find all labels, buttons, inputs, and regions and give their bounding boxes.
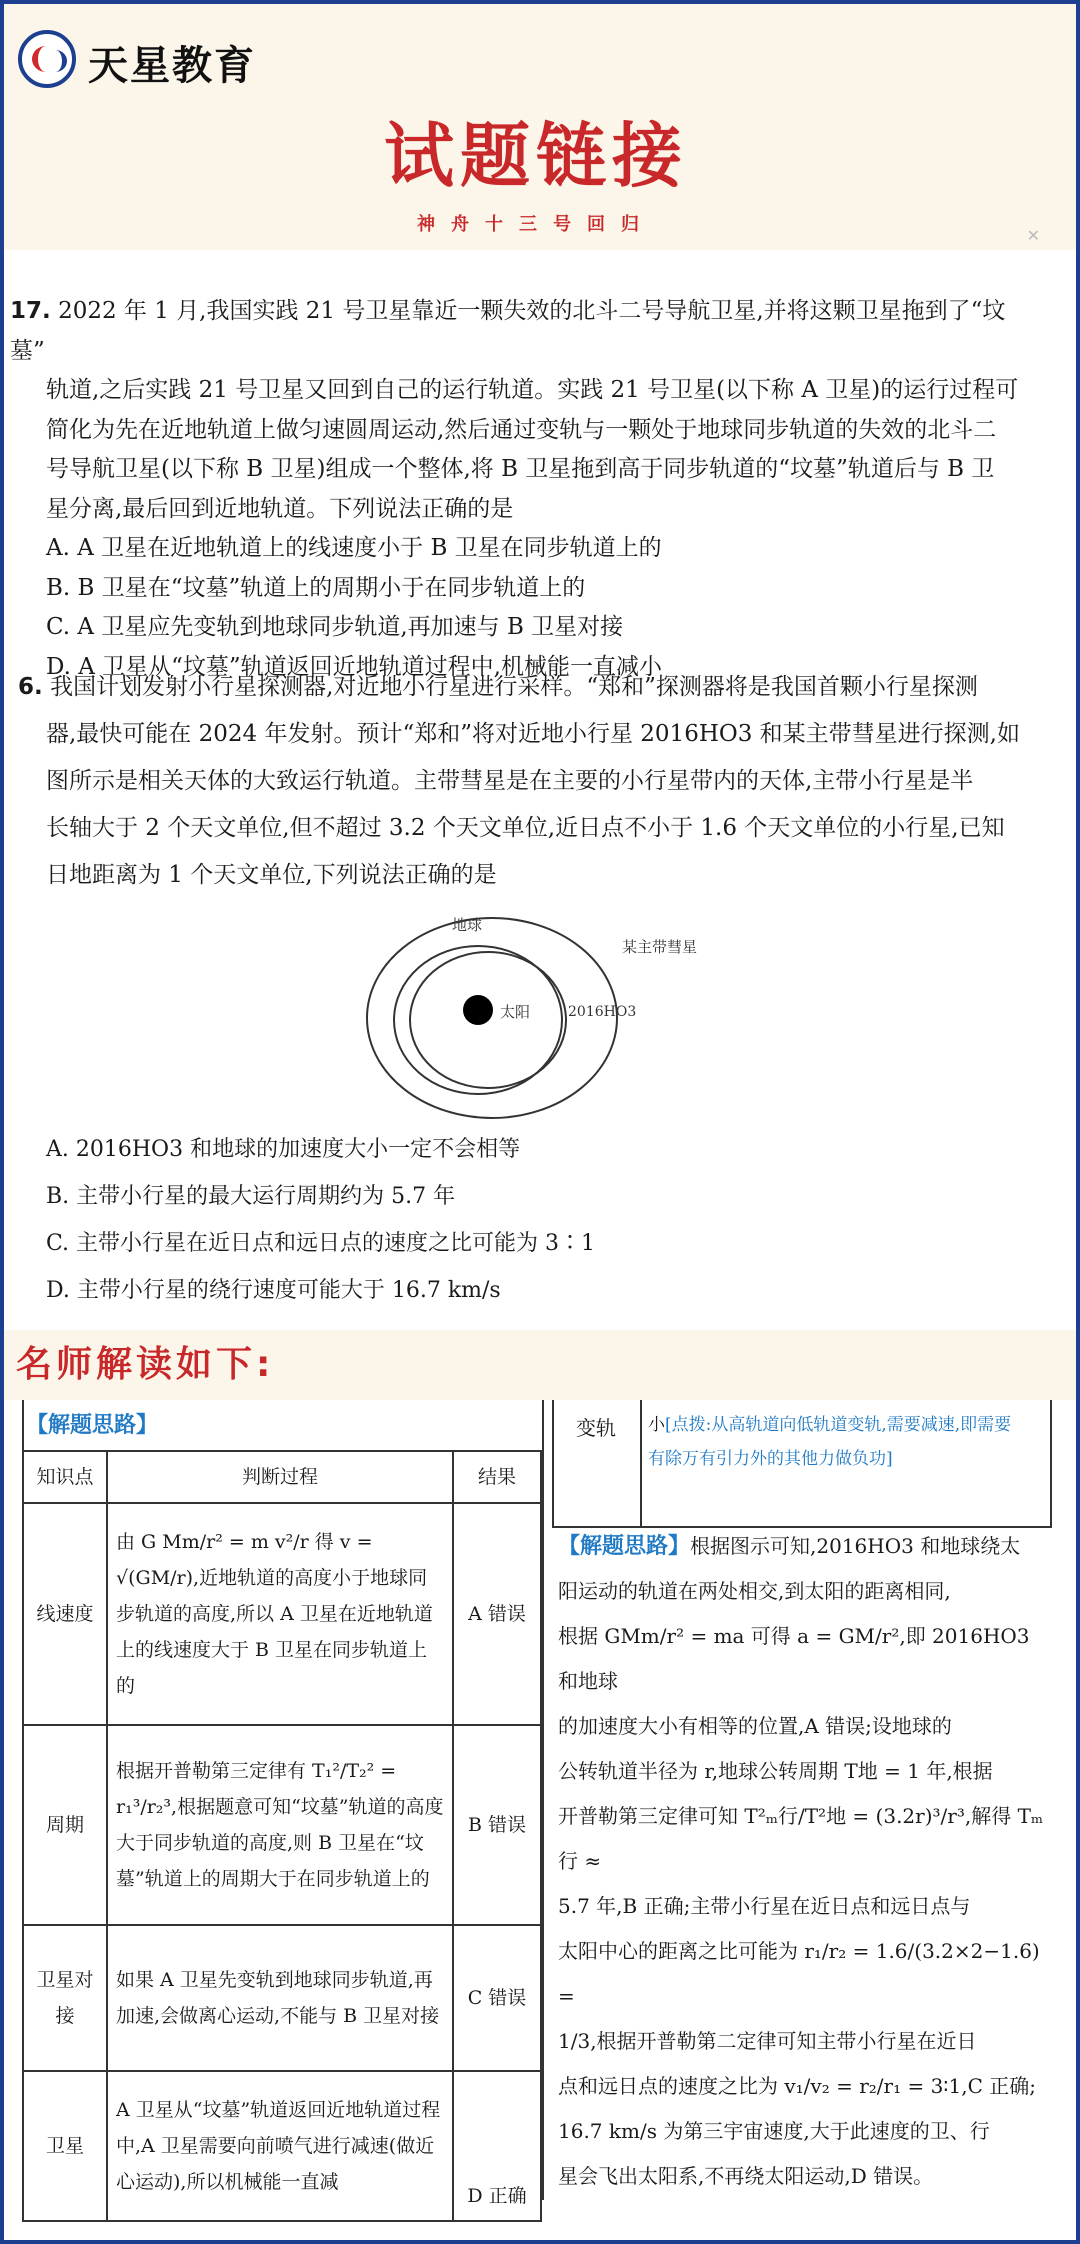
solution-line: 5.7 年,B 正确;主带小行星在近日点和远日点与 [558,1894,971,1918]
table-header: 知识点 [23,1451,107,1503]
table-row [23,1503,541,1725]
option-c: C. 主带小行星在近日点和远日点的速度之比可能为 3∶1 [46,1231,596,1256]
option-b: B. 主带小行星的最大运行周期约为 5.7 年 [46,1184,456,1209]
page-subtitle: 神舟十三号回归 [417,214,655,235]
table-cell: D 正确 [453,2071,541,2221]
solution-line: 的加速度大小有相等的位置,A 错误;设地球的 [558,1714,952,1738]
table-cell: 由 G Mm/r² = m v²/r 得 v = √(GM/r),近地轨道的高度小于地球同步轨道的高度,所以 A 卫星在近地轨道上的线速度大于 B 卫星在同步轨道上的 [107,1503,453,1725]
table-cell: 周期 [23,1725,107,1925]
orbit-diagram [360,900,698,1120]
question-line: 器,最快可能在 2024 年发射。预计“郑和”将对近地小行星 2016HO3 和某主带彗星进行探测,如 [46,721,1020,747]
question-line: 简化为先在近地轨道上做匀速圆周运动,然后通过变轨与一颗处于地球同步轨道的失效的北斗二 [46,416,997,443]
column-border [542,1400,544,2200]
logo-text: 天星教育 [88,43,256,89]
table-cell: 根据开普勒第三定律有 T₁²/T₂² = r₁³/r₂³,根据题意可知“坟墓”轨道的高度大于同步轨道的高度,则 B 卫星在“坟墓”轨道上的周期大于在同步轨道上的 [107,1725,453,1925]
sun-icon [463,995,493,1025]
table-cell: 如果 A 卫星先变轨到地球同步轨道,再加速,会做离心运动,不能与 B 卫星对接 [107,1925,453,2071]
table-cell: 变轨 [576,1416,616,1440]
solution-line: 16.7 km/s 为第三宇宙速度,大于此速度的卫、行 [558,2119,990,2143]
sun-label: 太阳 [500,1003,531,1021]
page-title: 试题链接 [384,115,688,197]
divider [640,1400,642,1528]
question-line: 我国计划发射小行星探测器,对近地小行星进行采样。“郑和”探测器将是我国首颗小行星探测 [50,674,978,700]
option-c: C. A 卫星应先变轨到地球同步轨道,再加速与 B 卫星对接 [46,614,624,640]
table-cell: A 错误 [453,1503,541,1725]
question-number: 17. [10,298,51,324]
option-a: A. A 卫星在近地轨道上的线速度小于 B 卫星在同步轨道上的 [46,535,662,561]
table-cell: 线速度 [23,1503,107,1725]
table-header: 判断过程 [107,1451,453,1503]
solution-line: 星会飞出太阳系,不再绕太阳运动,D 错误。 [558,2164,934,2188]
solution-line: 公转轨道半径为 r,地球公转周期 T地 = 1 年,根据 [558,1759,993,1783]
question-line: 星分离,最后回到近地轨道。下列说法正确的是 [46,495,514,522]
table-row [23,2071,541,2221]
solution-line: 根据图示可知,2016HO3 和地球绕太 [690,1534,1021,1558]
table-row [23,1925,541,2071]
continued-table-cell [552,1400,1052,1528]
earth-label: 地球 [452,916,483,934]
table-cell: 卫星对接 [23,1925,107,2071]
solution-tag: 【解题思路】 [26,1413,159,1438]
option-b: B. B 卫星在“坟墓”轨道上的周期小于在同步轨道上的 [46,574,586,601]
table-cell: 卫星 [23,2071,107,2221]
option-a: A. 2016HO3 和地球的加速度大小一定不会相等 [46,1137,521,1162]
question-line: 2022 年 1 月,我国实践 21 号卫星靠近一颗失效的北斗二号导航卫星,并将这颗卫星拖到了“坟墓” [10,298,1006,364]
option-d: D. 主带小行星的绕行速度可能大于 16.7 km/s [46,1278,501,1303]
hint-text: [点拨:从高轨道向低轨道变轨,需要减速,即需要有除万有引力外的其他力做负功] [648,1415,1012,1469]
asteroid-label: 2016HO3 [568,1004,637,1020]
hint-note [648,1408,1028,1476]
question-6-options [46,1126,595,1314]
option-d: D. A 卫星从“坟墓”轨道返回近地轨道过程中,机械能一直减小 [46,653,662,680]
solution-line: 根据 GMm/r² = ma 可得 a = GM/r²,即 2016HO3 和地球 [558,1624,1030,1693]
question-line: 号导航卫星(以下称 B 卫星)组成一个整体,将 B 卫星拖到高于同步轨道的“坟墓”轨道后与 B 卫 [46,456,995,482]
solution-line: 1/3,根据开普勒第二定律可知主带小行星在近日 [558,2029,977,2053]
question-17 [10,292,1040,687]
table-cell: 小 [648,1415,665,1435]
close-icon[interactable]: ✕ [1026,226,1040,245]
solution-line: 太阳中心的距离之比可能为 r₁/r₂ = 1.6/(3.2×2−1.6) = [558,1939,1040,2008]
question-6 [10,664,1040,899]
comet-label: 某主带彗星 [622,938,698,956]
question-line: 长轴大于 2 个天文单位,但不超过 3.2 个天文单位,近日点不小于 1.6 个天文单位的小行星,已知 [46,815,1005,841]
question-number: 6. [18,674,43,700]
question-line: 日地距离为 1 个天文单位,下列说法正确的是 [46,862,497,888]
table-row [23,1725,541,1925]
solution-text [558,1524,1048,2199]
table-cell: A 卫星从“坟墓”轨道返回近地轨道过程中,A 卫星需要向前喷气进行减速(做近心运动),所以机械能一直减 [107,2071,453,2221]
table-cell: B 错误 [453,1725,541,1925]
solution-line: 阳运动的轨道在两处相交,到太阳的距离相同, [558,1579,951,1603]
solution-tag: 【解题思路】 [558,1534,691,1559]
question-line: 轨道,之后实践 21 号卫星又回到自己的运行轨道。实践 21 号卫星(以下称 A 卫星)的运行过程可 [46,377,1019,403]
table-header: 结果 [453,1451,541,1503]
table-cell: C 错误 [453,1925,541,2071]
logo-icon [18,30,76,88]
interpretation-title: 名师解读如下: [16,1344,275,1385]
solution-line: 开普勒第三定律可知 T²ₘ行/T²地 = (3.2r)³/r³,解得 Tₘ行 ≈ [558,1804,1044,1873]
analysis-table [22,1450,542,2222]
solution-line: 点和远日点的速度之比为 v₁/v₂ = r₂/r₁ = 3∶1,C 正确; [558,2074,1036,2098]
question-line: 图所示是相关天体的大致运行轨道。主带彗星是在主要的小行星带内的天体,主带小行星是半 [46,768,974,794]
